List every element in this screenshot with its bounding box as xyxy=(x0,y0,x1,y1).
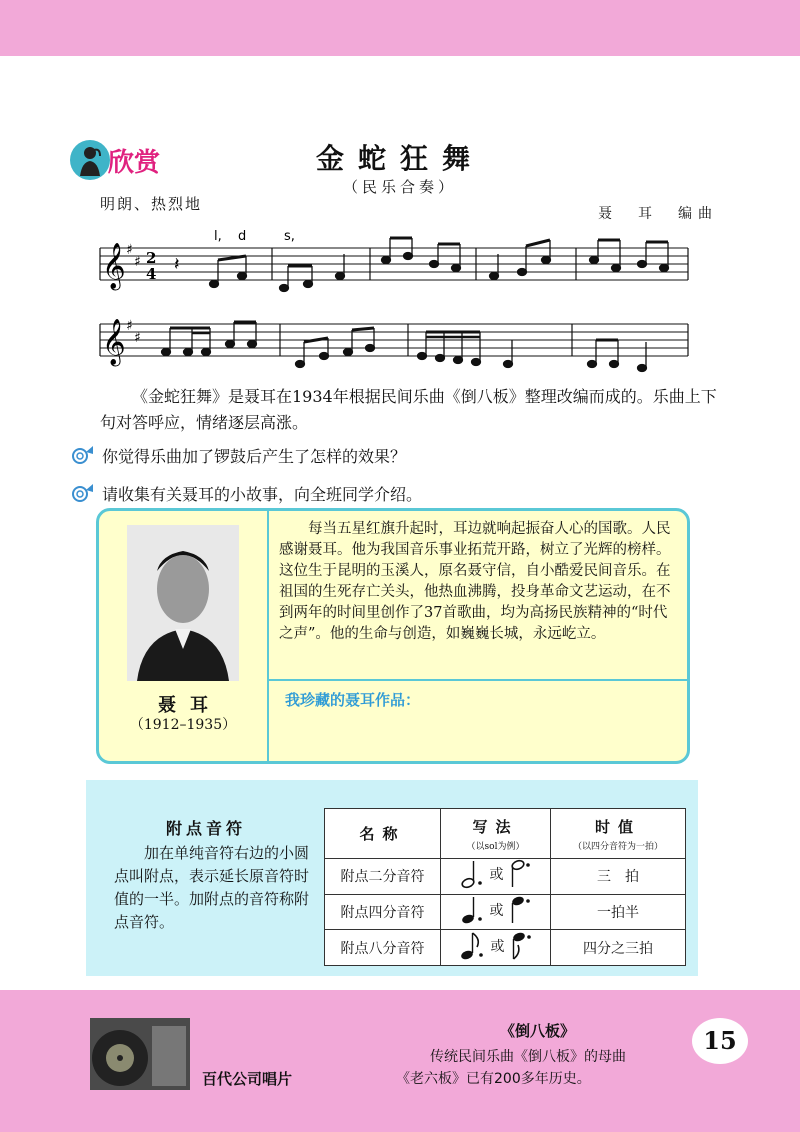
note-duration: 三 拍 xyxy=(551,859,686,895)
sharp-icon: ♯ xyxy=(126,242,133,258)
dotted-quarter-note-down-icon xyxy=(510,895,532,925)
footer-title: 《倒八板》 xyxy=(500,1022,576,1040)
staff-lines-1 xyxy=(100,248,688,280)
page-number: 15 xyxy=(692,1018,748,1064)
divider xyxy=(269,679,687,681)
footer-text: 《老六板》已有200多年历史。 xyxy=(396,1071,591,1087)
record-photo xyxy=(90,1018,190,1090)
header-duration: 时值 （以四分音符为一拍） xyxy=(551,809,686,859)
header-name: 名称 xyxy=(325,809,441,859)
dotted-notes-table xyxy=(324,808,686,966)
rest-icon: 𝄽 xyxy=(174,254,180,275)
table-row xyxy=(325,859,686,895)
time-signature-top: 2 xyxy=(146,249,157,267)
photo-caption: 百代公司唱片 xyxy=(202,1070,293,1088)
bio-years: （1912–1935） xyxy=(129,717,237,733)
solfege-label: d xyxy=(238,229,247,244)
note-duration: 一拍半 xyxy=(551,894,686,930)
dotted-notes-text: 加在单纯音符右边的小圆点叫附点，表示延长原音符时值的一半。加附点的音符称附点音符。 xyxy=(114,844,310,931)
dotted-eighth-note-down-icon xyxy=(511,931,533,961)
top-band xyxy=(0,0,800,56)
table-row xyxy=(325,894,686,930)
notes-line-1 xyxy=(210,238,669,292)
dotted-half-note-down-icon xyxy=(510,859,532,889)
notes-line-2 xyxy=(162,322,647,372)
note-notation: 或 xyxy=(441,930,551,966)
description-paragraph: 《金蛇狂舞》是聂耳在1934年根据民间乐曲《倒八板》整理改编而成的。乐曲上下句对答呼应，情绪逐层高涨。 xyxy=(100,387,717,432)
bio-panel xyxy=(96,508,690,764)
footer-text: 传统民间乐曲《倒八板》的母曲 xyxy=(430,1049,626,1065)
dotted-eighth-note-up-icon xyxy=(459,931,485,961)
table-header-row xyxy=(325,809,686,859)
note-name: 附点四分音符 xyxy=(325,894,441,930)
question-text: 你觉得乐曲加了锣鼓后产生了怎样的效果？ xyxy=(102,446,407,466)
sharp-icon: ♯ xyxy=(134,254,141,270)
note-name: 附点八分音符 xyxy=(325,930,441,966)
dotted-half-note-up-icon xyxy=(460,859,484,889)
song-subtitle: （民乐合奏） xyxy=(342,178,457,196)
table-row xyxy=(325,930,686,966)
bio-name: 聂耳 xyxy=(158,695,222,716)
french-horn-icon xyxy=(68,444,94,466)
note-duration: 四分之三拍 xyxy=(551,930,686,966)
french-horn-icon xyxy=(68,482,94,504)
solfege-label: s, xyxy=(284,229,295,244)
bio-text: 每当五星红旗升起时，耳边就响起振奋人心的国歌。人民感谢聂耳。他为我国音乐事业拓荒开路，树立了光辉的榜样。这位生于昆明的玉溪人，原名聂守信，自小酷爱民间音乐。在祖国的生死存亡关头，他热血沸腾，投身革命文艺运动，在不到两年的时间里创作了37首歌曲，均为高扬民族精神的“时代之声”。他的生命与创造，如巍巍长城，永远屹立。 xyxy=(279,521,671,642)
dotted-quarter-note-up-icon xyxy=(460,895,484,925)
treble-clef-icon: 𝄞 xyxy=(102,243,126,289)
treble-clef-icon: 𝄞 xyxy=(102,319,126,365)
dotted-notes-panel xyxy=(86,780,698,976)
question-text: 请收集有关聂耳的小故事，向全班同学介绍。 xyxy=(102,484,423,504)
portrait-photo xyxy=(127,525,239,681)
header-notation: 写法 （以sol为例） xyxy=(441,809,551,859)
note-notation: 或 xyxy=(441,859,551,895)
section-label: 欣赏 xyxy=(108,148,161,178)
song-title: 金蛇狂舞 xyxy=(315,142,484,175)
solfege-label: l, xyxy=(214,229,222,244)
dotted-notes-title: 附点音符 xyxy=(166,819,247,838)
music-score xyxy=(96,224,696,374)
composer-credit: 聂 耳 编曲 xyxy=(598,206,718,222)
note-name: 附点二分音符 xyxy=(325,859,441,895)
note-notation: 或 xyxy=(441,894,551,930)
question-item xyxy=(68,480,422,506)
favorite-works-label: 我珍藏的聂耳作品： xyxy=(285,691,421,709)
sharp-icon: ♯ xyxy=(126,318,133,334)
divider xyxy=(267,511,269,761)
sharp-icon: ♯ xyxy=(134,330,141,346)
tempo-marking: 明朗、热烈地 xyxy=(100,195,203,213)
question-item xyxy=(68,442,406,468)
time-signature-bottom: 4 xyxy=(146,265,157,283)
